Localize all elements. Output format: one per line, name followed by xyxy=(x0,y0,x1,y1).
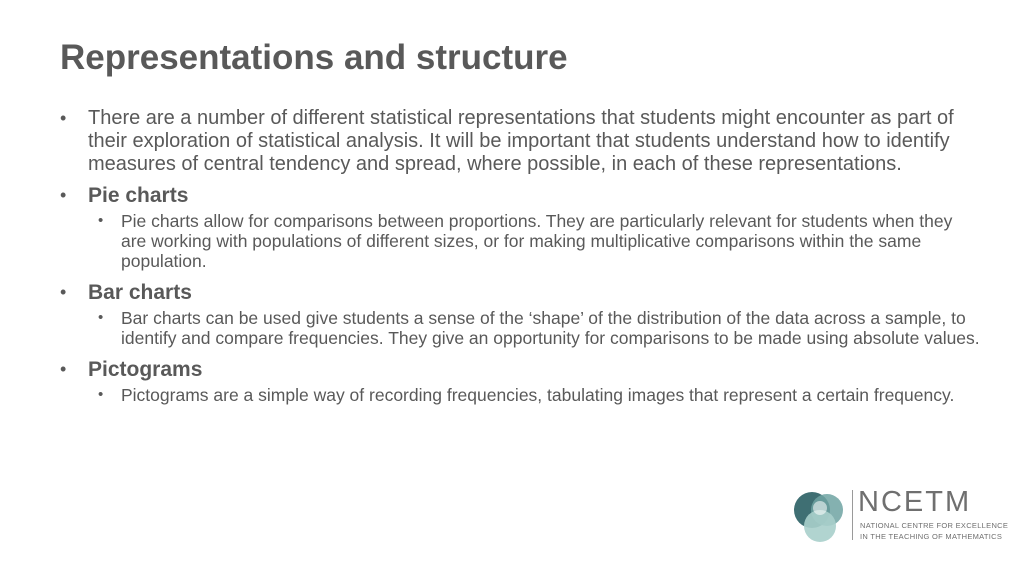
intro-text: There are a number of different statistical representations that students might encounter as part of their exploration of statistical analysis. It will be important that students understand how to identify measures of central tendency and spread, where possible, in each of these representations. xyxy=(88,107,954,175)
logo-wordmark: NCETM xyxy=(858,486,972,518)
section-text-pictograms: Pictograms are a simple way of recording frequencies, tabulating images that represent a certain frequency. xyxy=(121,385,955,405)
bullet-marker: • xyxy=(60,185,67,205)
section-text-pie-charts: Pie charts allow for comparisons between proportions. They are particularly relevant for students when they are working with populations of different sizes, or for making multiplicative comparisons within the same population. xyxy=(121,211,953,271)
bullet-marker: • xyxy=(60,108,67,128)
sub-bullet-bar-charts xyxy=(60,308,980,348)
ncetm-logo xyxy=(792,486,1009,544)
sub-bullet-pie-charts xyxy=(60,211,980,271)
bullet-marker: • xyxy=(60,359,67,379)
logo-divider xyxy=(852,490,853,540)
bullet-intro xyxy=(60,107,980,176)
logo-tagline-1: NATIONAL CENTRE FOR EXCELLENCE xyxy=(860,521,1009,530)
section-text-bar-charts: Bar charts can be used give students a sense of the ‘shape’ of the distribution of the data across a sample, to identify and compare frequencies. They give an opportunity for comparisons to be made using absolute values. xyxy=(121,308,980,348)
sub-bullet-marker: • xyxy=(98,212,104,229)
section-heading-bar-charts: Bar charts xyxy=(88,281,192,304)
slide-title: Representations and structure xyxy=(60,38,568,77)
section-heading-pie-charts: Pie charts xyxy=(88,184,189,207)
logo-tagline-2: IN THE TEACHING OF MATHEMATICS xyxy=(860,532,1003,541)
slide-content xyxy=(60,107,980,415)
ncetm-circles-logo-icon xyxy=(792,488,848,544)
bullet-bar-charts xyxy=(60,281,980,305)
sub-bullet-marker: • xyxy=(98,309,104,326)
bullet-pictograms xyxy=(60,358,980,382)
sub-bullet-marker: • xyxy=(98,386,104,403)
sub-bullet-pictograms xyxy=(60,385,980,405)
bullet-pie-charts xyxy=(60,184,980,208)
bullet-marker: • xyxy=(60,282,67,302)
section-heading-pictograms: Pictograms xyxy=(88,358,203,381)
